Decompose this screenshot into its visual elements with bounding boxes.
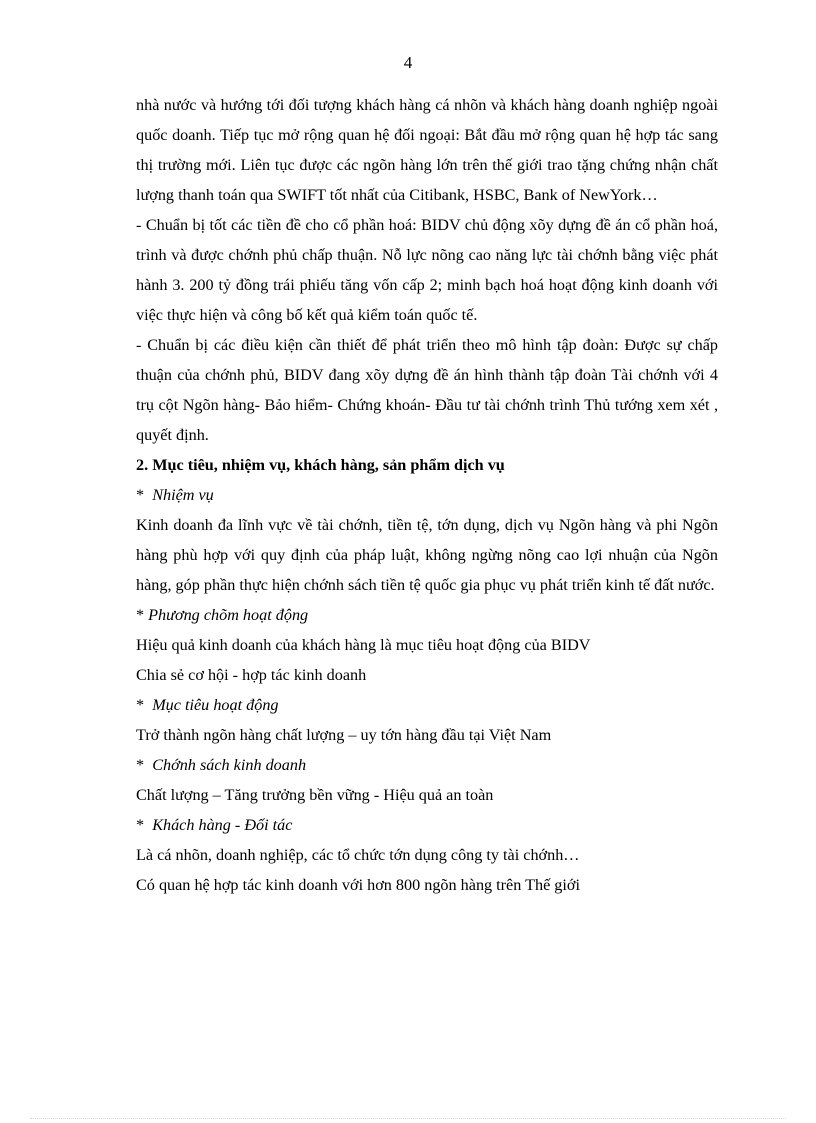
paragraph-nhiem-vu: Kinh doanh đa lĩnh vực về tài chớnh, tiền tệ, tớn dụng, dịch vụ Ngõn hàng và phi Ngõn hàng phù hợp với quy định của pháp luật, không ngừng nõng cao lợi nhuận của Ngõn hàng, góp phần thực hiện chớnh sách tiền tệ quốc gia phục vụ phát triển kinh tế đất nước. [136, 516, 718, 594]
bullet-marker: * [136, 816, 145, 834]
subheading-label: Phương chõm hoạt động [148, 606, 309, 624]
page-bottom-divider [30, 1118, 786, 1119]
subheading-chinh-sach [136, 750, 718, 780]
subheading-nhiem-vu [136, 480, 718, 510]
text-line: Có quan hệ hợp tác kinh doanh với hơn 800 ngõn hàng trên Thế giới [136, 876, 580, 894]
subheading-phuong-cham [136, 600, 718, 630]
page-number: 4 [403, 53, 413, 72]
section-heading: 2. Mục tiêu, nhiệm vụ, khách hàng, sản phẩm dịch vụ [136, 456, 505, 474]
subheading-label: Khách hàng - Đối tác [152, 816, 293, 834]
bullet-marker: * [136, 486, 145, 504]
paragraph-group-model: - Chuẩn bị các điều kiện cần thiết để phát triển theo mô hình tập đoàn: Được sự chấp thuận của chớnh phủ, BIDV đang xõy dựng đề án hình thành tập đoàn Tài chớnh với 4 trụ cột Ngõn hàng- Bảo hiểm- Chứng khoán- Đầu tư tài chớnh trình Thủ tướng xem xét , quyết định. [136, 336, 718, 444]
text-line: Trở thành ngõn hàng chất lượng – uy tớn hàng đầu tại Việt Nam [136, 726, 552, 744]
text-line: Là cá nhõn, doanh nghiệp, các tổ chức tớn dụng công ty tài chớnh… [136, 846, 580, 864]
paragraph-intro: nhà nước và hướng tới đối tượng khách hàng cá nhõn và khách hàng doanh nghiệp ngoài quốc doanh. Tiếp tục mở rộng quan hệ đối ngoại: Bắt đầu mở rộng quan hệ hợp tác sang thị trường mới. Liên tục được các ngõn hàng lớn trên thế giới trao tặng chứng nhận chất lượng thanh toán qua SWIFT tốt nhất của Citibank, HSBC, Bank of NewYork… [136, 96, 718, 204]
bullet-marker: * [136, 756, 145, 774]
subheading-label: Mục tiêu hoạt động [152, 696, 279, 714]
subheading-label: Nhiệm vụ [152, 486, 214, 504]
text-line: Chất lượng – Tăng trưởng bền vững - Hiệu quả an toàn [136, 786, 494, 804]
text-line: Chia sẻ cơ hội - hợp tác kinh doanh [136, 666, 367, 684]
paragraph-equitization: - Chuẩn bị tốt các tiền đề cho cổ phần hoá: BIDV chủ động xõy dựng đề án cổ phần hoá, trình và được chớnh phủ chấp thuận. Nỗ lực nõng cao năng lực tài chớnh bằng việc phát hành 3. 200 tỷ đồng trái phiếu tăng vốn cấp 2; minh bạch hoá hoạt động kinh doanh với việc thực hiện và công bố kết quả kiểm toán quốc tế. [136, 216, 718, 324]
document-body [136, 90, 718, 900]
subheading-khach-hang [136, 810, 718, 840]
subheading-label: Chớnh sách kinh doanh [152, 756, 307, 774]
text-line: Hiệu quả kinh doanh của khách hàng là mục tiêu hoạt động của BIDV [136, 636, 591, 654]
subheading-muc-tieu [136, 690, 718, 720]
bullet-marker: * [136, 696, 145, 714]
bullet-marker: * [136, 606, 145, 624]
